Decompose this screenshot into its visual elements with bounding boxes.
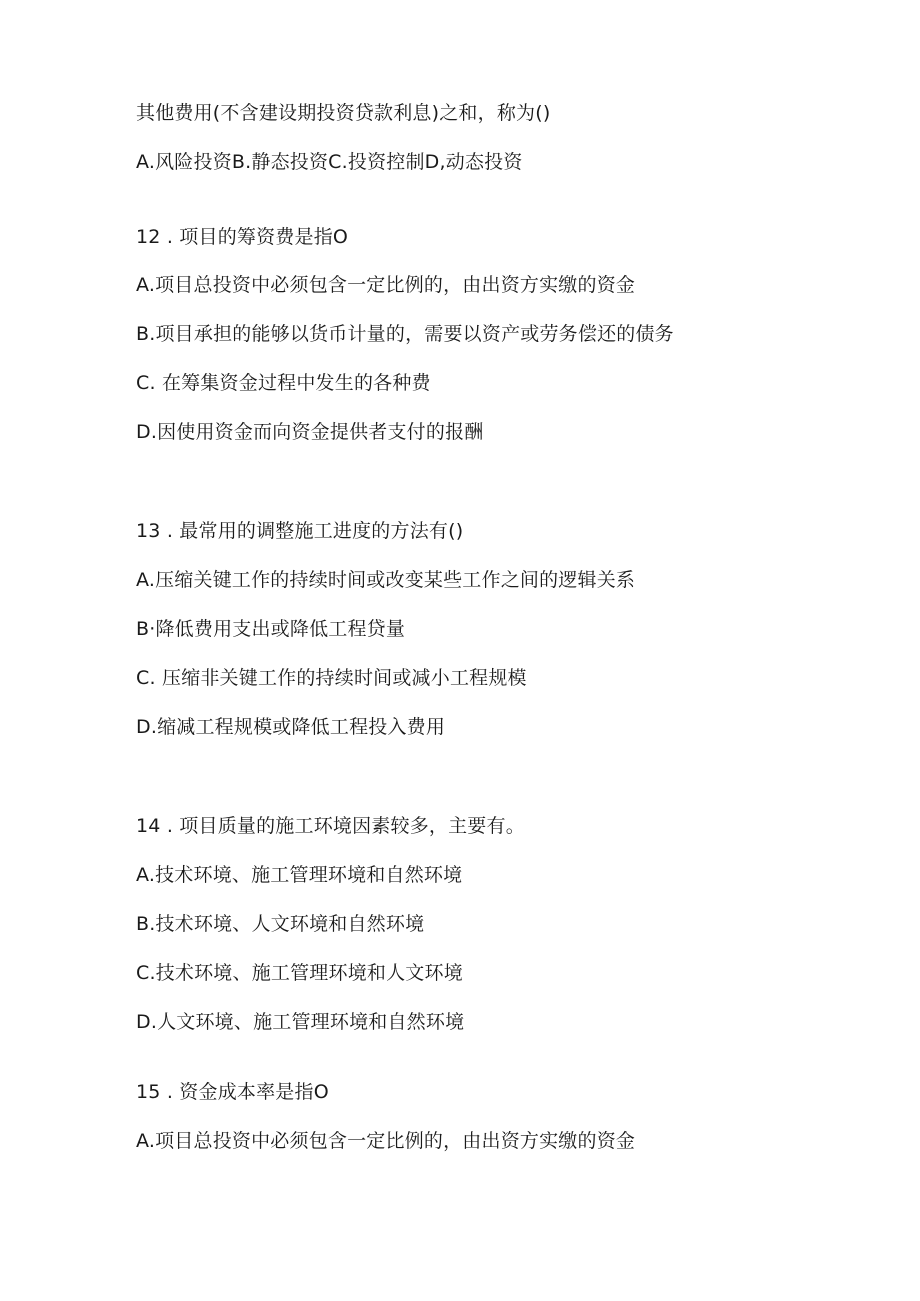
question-12-option-c: C. 在筹集资金过程中发生的各种费 (136, 372, 431, 394)
question-14-option-b: B.技术环境、人文环境和自然环境 (136, 913, 425, 935)
question-13-option-a: A.压缩关键工作的持续时间或改变某些工作之间的逻辑关系 (136, 569, 636, 591)
question-12-stem: 12 . 项目的筹资费是指O (136, 226, 349, 248)
question-12-option-d: D.因使用资金而向资金提供者支付的报酬 (136, 421, 484, 443)
question-13-stem: 13 . 最常用的调整施工进度的方法有() (136, 520, 464, 542)
question-12-option-b: B.项目承担的能够以货币计量的，需要以资产或劳务偿还的债务 (136, 323, 674, 345)
question-14-option-d: D.人文环境、施工管理环境和自然环境 (136, 1011, 465, 1033)
question-13-option-b: B·降低费用支出或降低工程贷量 (136, 618, 406, 640)
question-11-stem-continued: 其他费用(不含建设期投资贷款利息)之和，称为() (136, 102, 551, 124)
question-14-option-a: A.技术环境、施工管理环境和自然环境 (136, 864, 463, 886)
question-12-option-a: A.项目总投资中必须包含一定比例的，由出资方实缴的资金 (136, 274, 636, 296)
question-15-option-a: A.项目总投资中必须包含一定比例的，由出资方实缴的资金 (136, 1130, 636, 1152)
question-13-option-d: D.缩减工程规模或降低工程投入费用 (136, 716, 446, 738)
question-11-options: A.风险投资B.静态投资C.投资控制D,动态投资 (136, 151, 523, 173)
question-15-stem: 15 . 资金成本率是指O (136, 1081, 329, 1103)
question-14-option-c: C.技术环境、施工管理环境和人文环境 (136, 962, 463, 984)
question-13-option-c: C. 压缩非关键工作的持续时间或减小工程规模 (136, 667, 527, 689)
question-14-stem: 14 . 项目质量的施工环境因素较多，主要有。 (136, 815, 525, 837)
